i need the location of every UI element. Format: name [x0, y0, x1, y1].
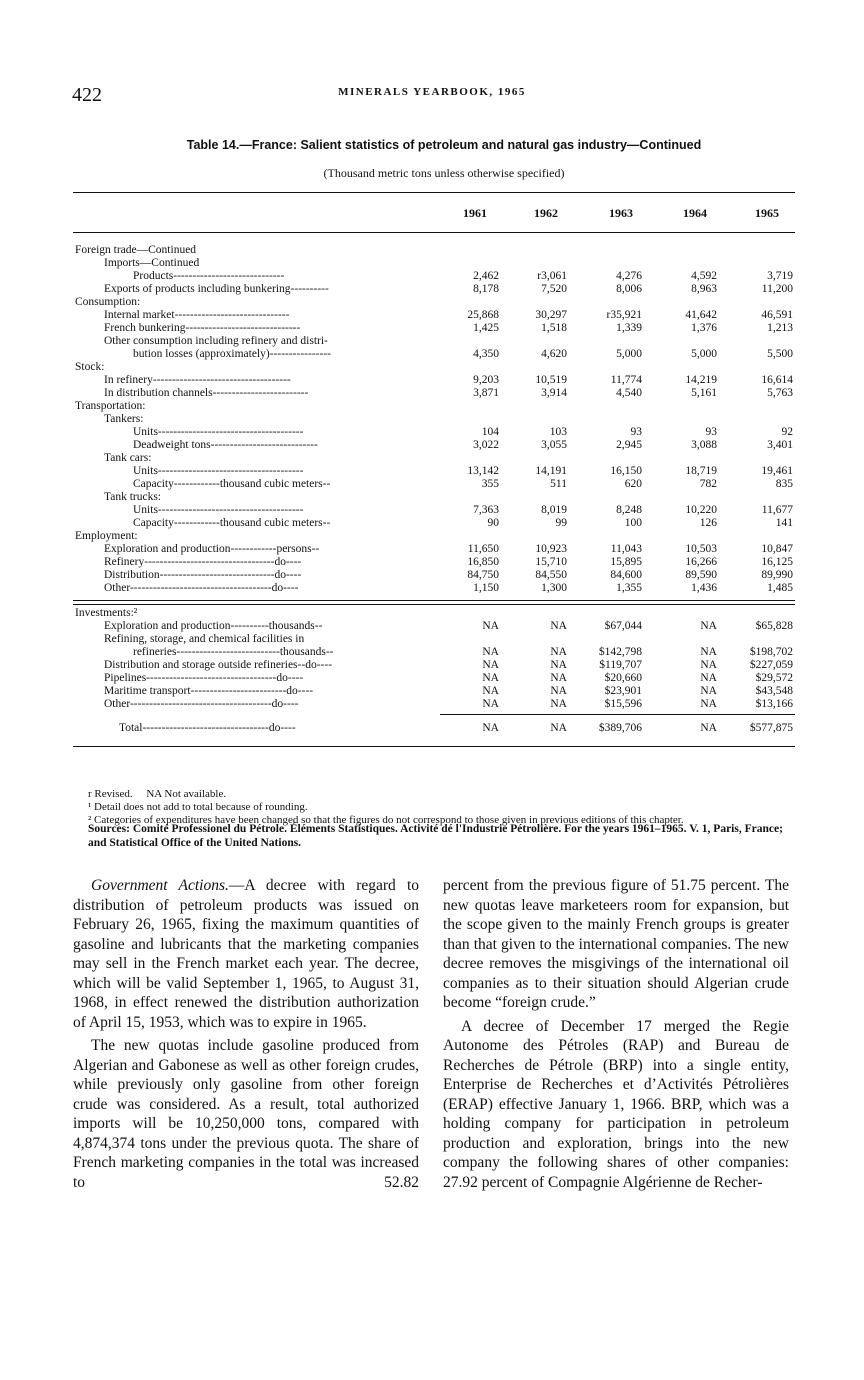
row-leader: ----------thousands-- — [230, 620, 323, 632]
table-row — [0, 335, 864, 348]
row-value-1963: 15,895 — [610, 556, 642, 568]
footnote-1: ¹ Detail does not add to total because of rounding. — [88, 801, 308, 813]
row-label: Products----------------------------- — [133, 270, 285, 282]
row-leader: ------------thousand cubic meters-- — [173, 517, 331, 529]
year-header-1962: 1962 — [534, 206, 558, 220]
row-value-1961: 84,750 — [467, 569, 499, 581]
body-column-left — [73, 876, 419, 1196]
row-value-1963: 8,248 — [616, 504, 642, 516]
table-row — [0, 348, 864, 361]
row-label: Consumption: — [75, 296, 141, 308]
table-top-rule — [73, 192, 795, 193]
row-value-1965: $198,702 — [749, 646, 793, 658]
row-value-1964: 4,592 — [691, 270, 717, 282]
body-paragraph: A decree of December 17 merged the Regie Autonome des Pétroles (RAP) and Bureau de Recherches de Pétrole (BRP) into a single entity, Enterprise de Recherches et d’Activités Pétrolières (ERAP) effective January 1, 1966. BRP, which was a holding company for participation in petroleum production and exploration, brings into the new company the following shares of other companies: 27.92 percent of Compagnie Algérienne de Recher- — [443, 1017, 789, 1191]
investment-row — [0, 659, 864, 672]
row-leader: ----------------------------------do---- — [144, 556, 302, 568]
row-value-1962: 15,710 — [535, 556, 567, 568]
row-value-1961: NA — [482, 698, 499, 710]
table-row — [0, 387, 864, 400]
row-label: Units-------------------------------------- — [133, 426, 304, 438]
row-value-1965: 3,719 — [767, 270, 793, 282]
row-value-1964: 1,436 — [691, 582, 717, 594]
row-value-1964: NA — [700, 672, 717, 684]
year-header-1964: 1964 — [683, 206, 707, 220]
table-row — [0, 452, 864, 465]
row-leader: ---------------------------thousands-- — [176, 646, 334, 658]
row-value-1962: 1,300 — [541, 582, 567, 594]
row-value-1962: 3,914 — [541, 387, 567, 399]
row-label: Other consumption including refinery and distri- — [104, 335, 328, 347]
table-row — [0, 374, 864, 387]
row-value-1963: 4,540 — [616, 387, 642, 399]
row-value-1963: 5,000 — [616, 348, 642, 360]
table-row — [0, 439, 864, 452]
row-value-1961: 16,850 — [467, 556, 499, 568]
table-section-rule — [73, 600, 795, 601]
row-value-1965: 11,677 — [761, 504, 793, 516]
row-leader: -------------------------do---- — [190, 685, 314, 697]
body-paragraph-text: —A decree with regard to distribution of petroleum products was issued on February 26, 1965, fixing the maximum quantities of gasoline and lubricants that the marketing companies may sell in the French market each year. The decree, which will be valid September 1, 1965, to August 31, 1968, in effect renewed the distribution authorization of April 15, 1953, which was to expire in 1965. — [73, 877, 420, 1031]
row-value-1964: 10,220 — [685, 504, 717, 516]
row-value-1962: NA — [550, 672, 567, 684]
row-value-1965: $29,572 — [755, 672, 793, 684]
table-row — [0, 257, 864, 270]
total-rule — [440, 714, 795, 715]
row-leader: -------------------------------------- — [157, 504, 304, 516]
total-value-1963: $389,706 — [598, 722, 642, 734]
row-value-1964: NA — [700, 620, 717, 632]
row-leader: ------------thousand cubic meters-- — [173, 478, 331, 490]
row-value-1962: 14,191 — [535, 465, 567, 477]
body-column-right — [443, 876, 789, 1196]
row-value-1961: 104 — [481, 426, 499, 438]
row-leader: ---------------- — [269, 348, 331, 360]
row-value-1964: 89,590 — [685, 569, 717, 581]
row-label: Refinery----------------------------------do---- — [104, 556, 302, 568]
table-row — [0, 309, 864, 322]
row-value-1962: NA — [550, 646, 567, 658]
row-label: Tankers: — [104, 413, 144, 425]
row-leader: ---------------------------------do---- — [142, 722, 296, 734]
row-leader: ----------------------------- — [173, 270, 285, 282]
year-header-1961: 1961 — [463, 206, 487, 220]
investment-row — [0, 698, 864, 711]
row-label: Exploration and production----------thousands-- — [104, 620, 323, 632]
row-value-1963: $67,044 — [604, 620, 642, 632]
row-label: Other-------------------------------------do---- — [104, 698, 299, 710]
row-value-1965: 3,401 — [767, 439, 793, 451]
row-value-1963: $23,901 — [604, 685, 642, 697]
table-row — [0, 478, 864, 491]
row-value-1962: 10,923 — [535, 543, 567, 555]
table-row — [0, 556, 864, 569]
row-value-1963: 2,945 — [616, 439, 642, 451]
total-value-1964: NA — [700, 722, 717, 734]
table-title: Table 14.—France: Salient statistics of petroleum and natural gas industry—Continued — [186, 138, 702, 152]
row-value-1963: 93 — [630, 426, 642, 438]
row-value-1961: 1,425 — [473, 322, 499, 334]
row-leader: ------------persons-- — [230, 543, 320, 555]
row-value-1963: r35,921 — [606, 309, 642, 321]
running-head: MINERALS YEARBOOK, 1965 — [338, 86, 526, 98]
body-paragraph: percent from the previous figure of 51.75 percent. The new quotas leave marketeers room for expansion, but the scope given to the mainly French groups is greater than that given to the international companies. The new decree removes the misgivings of the international oil companies as to their situation should Algerian crude become “foreign crude.” — [443, 877, 789, 1011]
row-value-1964: 18,719 — [685, 465, 717, 477]
row-value-1962: 103 — [549, 426, 567, 438]
row-value-1961: 13,142 — [467, 465, 499, 477]
row-value-1963: $142,798 — [598, 646, 642, 658]
row-leader: ------------------------------ — [174, 309, 290, 321]
row-label: Refining, storage, and chemical facilities in — [104, 633, 305, 645]
footnote-2: ² Categories of expenditures have been changed so that the figures do not correspond to those given in previous editions of this chapter. — [88, 814, 684, 826]
row-value-1965: 16,614 — [761, 374, 793, 386]
row-value-1963: 8,006 — [616, 283, 642, 295]
row-value-1962: r3,061 — [537, 270, 567, 282]
table-row — [0, 517, 864, 530]
table-row — [0, 413, 864, 426]
row-leader: -------------------------------------- — [157, 465, 304, 477]
table-header-rule — [73, 232, 795, 233]
row-value-1962: 10,519 — [535, 374, 567, 386]
row-leader: ------------------------------ — [185, 322, 301, 334]
row-value-1965: 10,847 — [761, 543, 793, 555]
table-row — [0, 504, 864, 517]
row-value-1964: 1,376 — [691, 322, 717, 334]
row-value-1961: NA — [482, 646, 499, 658]
row-value-1965: $65,828 — [755, 620, 793, 632]
table-row — [0, 296, 864, 309]
row-label: Exploration and production------------persons-- — [104, 543, 320, 555]
row-value-1962: NA — [550, 620, 567, 632]
row-label: bution losses (approximately)---------------- — [133, 348, 331, 360]
table-row — [0, 283, 864, 296]
table-row — [0, 400, 864, 413]
row-value-1963: $20,660 — [604, 672, 642, 684]
row-value-1962: 84,550 — [535, 569, 567, 581]
investment-row — [0, 620, 864, 633]
row-leader: ------------------------- — [212, 387, 309, 399]
row-value-1961: 2,462 — [473, 270, 499, 282]
row-label: French bunkering------------------------------ — [104, 322, 301, 334]
row-leader: ---------- — [290, 283, 329, 295]
row-value-1964: 5,000 — [691, 348, 717, 360]
row-value-1961: 355 — [481, 478, 499, 490]
table-row — [0, 465, 864, 478]
table-row — [0, 491, 864, 504]
row-leader: -------------------------------------- — [157, 426, 304, 438]
row-leader: ---------------------------- — [210, 439, 318, 451]
row-value-1961: 4,350 — [473, 348, 499, 360]
row-label: Maritime transport-------------------------do---- — [104, 685, 314, 697]
table-row — [0, 582, 864, 595]
table-row — [0, 270, 864, 283]
row-value-1963: 84,600 — [610, 569, 642, 581]
row-value-1965: 5,763 — [767, 387, 793, 399]
row-value-1964: 782 — [699, 478, 717, 490]
table-row — [0, 530, 864, 543]
row-value-1964: NA — [700, 659, 717, 671]
row-value-1964: 126 — [699, 517, 717, 529]
row-value-1963: 11,043 — [610, 543, 642, 555]
table-subtitle: (Thousand metric tons unless otherwise specified) — [323, 166, 565, 180]
row-leader: ------------------------------------ — [152, 374, 291, 386]
total-value-1961: NA — [482, 722, 499, 734]
row-label: Employment: — [75, 530, 138, 542]
row-value-1963: 100 — [624, 517, 642, 529]
body-paragraph — [73, 876, 419, 1032]
row-value-1965: 5,500 — [767, 348, 793, 360]
row-value-1965: $13,166 — [755, 698, 793, 710]
row-label: Capacity------------thousand cubic meters-- — [133, 517, 331, 529]
row-value-1961: NA — [482, 672, 499, 684]
section-heading: Government Actions. — [91, 877, 229, 894]
row-value-1962: 1,518 — [541, 322, 567, 334]
table-row — [0, 244, 864, 257]
row-value-1964: NA — [700, 685, 717, 697]
row-label: Tank cars: — [104, 452, 152, 464]
row-label: Internal market------------------------------ — [104, 309, 290, 321]
row-value-1961: 1,150 — [473, 582, 499, 594]
investment-row — [0, 672, 864, 685]
row-value-1964: NA — [700, 646, 717, 658]
row-label: Stock: — [75, 361, 105, 373]
row-value-1965: 16,125 — [761, 556, 793, 568]
row-value-1961: 8,178 — [473, 283, 499, 295]
row-value-1961: 7,363 — [473, 504, 499, 516]
table-bottom-rule — [73, 746, 795, 747]
row-value-1965: 89,990 — [761, 569, 793, 581]
row-leader: -------------------------------------do---- — [129, 698, 299, 710]
row-leader: --do---- — [297, 659, 333, 671]
row-label: Imports—Continued — [104, 257, 200, 269]
row-leader: ------------------------------do---- — [159, 569, 302, 581]
row-value-1964: 10,503 — [685, 543, 717, 555]
row-value-1962: 30,297 — [535, 309, 567, 321]
row-value-1964: 93 — [705, 426, 717, 438]
row-value-1965: 46,591 — [761, 309, 793, 321]
row-value-1961: NA — [482, 659, 499, 671]
row-label: Foreign trade—Continued — [75, 244, 197, 256]
year-header-1965: 1965 — [755, 206, 779, 220]
table-row — [0, 569, 864, 582]
row-value-1963: $15,596 — [604, 698, 642, 710]
table-row — [0, 322, 864, 335]
row-label: In refinery------------------------------------ — [104, 374, 291, 386]
row-value-1963: 1,355 — [616, 582, 642, 594]
row-label: Deadweight tons---------------------------- — [133, 439, 318, 451]
row-label: Other-------------------------------------do---- — [104, 582, 299, 594]
table-row — [0, 361, 864, 374]
row-label: Pipelines----------------------------------do---- — [104, 672, 304, 684]
row-value-1961: NA — [482, 620, 499, 632]
row-label: Distribution and storage outside refineries--do---- — [104, 659, 333, 671]
row-value-1965: 1,485 — [767, 582, 793, 594]
row-leader: -------------------------------------do---- — [129, 582, 299, 594]
row-label: Exports of products including bunkering---------- — [104, 283, 329, 295]
row-value-1961: 9,203 — [473, 374, 499, 386]
row-value-1961: 11,650 — [467, 543, 499, 555]
row-value-1962: NA — [550, 698, 567, 710]
investment-row — [0, 685, 864, 698]
row-value-1961: NA — [482, 685, 499, 697]
row-value-1963: 16,150 — [610, 465, 642, 477]
row-value-1963: 4,276 — [616, 270, 642, 282]
row-value-1963: 620 — [624, 478, 642, 490]
row-label: Distribution------------------------------do---- — [104, 569, 302, 581]
row-label: Investments:² — [75, 607, 138, 619]
table-row — [0, 426, 864, 439]
row-value-1964: 5,161 — [691, 387, 717, 399]
row-value-1962: NA — [550, 659, 567, 671]
table-row — [0, 543, 864, 556]
investment-row — [0, 607, 864, 620]
row-value-1965: 11,200 — [761, 283, 793, 295]
row-value-1964: 16,266 — [685, 556, 717, 568]
row-value-1965: $43,548 — [755, 685, 793, 697]
row-value-1963: $119,707 — [599, 659, 642, 671]
row-value-1965: 141 — [775, 517, 793, 529]
row-value-1961: 3,022 — [473, 439, 499, 451]
footnote-revised: r Revised. NA Not available. — [88, 788, 227, 800]
page-number: 422 — [72, 84, 102, 106]
total-value-1965: $577,875 — [749, 722, 793, 734]
row-value-1965: 835 — [775, 478, 793, 490]
row-value-1964: 41,642 — [685, 309, 717, 321]
body-paragraph: The new quotas include gasoline produced from Algerian and Gabonese as well as other foreign crudes, while previously only gasoline from other foreign crude was considered. As a result, total authorized imports will be 10,250,000 tons, compared with 4,874,374 tons under the previous quota. The share of French marketing companies in the total was increased to 52.82 — [73, 1037, 419, 1191]
sources-note: Sources: Comité Professionel du Pétrole. Éléments Statistiques. Activité dé l'Industrie Pétrolière. For the years 1961–1965. V. 1, Paris, France; and Statistical Office of the United Nations. — [88, 823, 783, 849]
row-label: Capacity------------thousand cubic meters-- — [133, 478, 331, 490]
investment-row — [0, 633, 864, 646]
table-section-rule-2 — [73, 604, 795, 605]
row-value-1962: 4,620 — [541, 348, 567, 360]
row-value-1963: 1,339 — [616, 322, 642, 334]
row-value-1961: 25,868 — [467, 309, 499, 321]
row-label: Units-------------------------------------- — [133, 504, 304, 516]
row-value-1964: 14,219 — [685, 374, 717, 386]
row-value-1965: 19,461 — [761, 465, 793, 477]
row-label: Units-------------------------------------- — [133, 465, 304, 477]
row-value-1962: 99 — [555, 517, 567, 529]
row-label: In distribution channels------------------------- — [104, 387, 309, 399]
row-value-1962: 3,055 — [541, 439, 567, 451]
row-value-1965: $227,059 — [749, 659, 793, 671]
year-header-1963: 1963 — [609, 206, 633, 220]
row-label: refineries---------------------------thousands-- — [133, 646, 334, 658]
row-leader: ----------------------------------do---- — [146, 672, 304, 684]
total-row — [0, 722, 864, 735]
row-value-1962: 8,019 — [541, 504, 567, 516]
row-value-1962: 511 — [550, 478, 567, 490]
row-label: Transportation: — [75, 400, 146, 412]
row-value-1962: 7,520 — [541, 283, 567, 295]
total-label — [119, 722, 296, 735]
row-value-1965: 1,213 — [767, 322, 793, 334]
row-value-1963: 11,774 — [610, 374, 642, 386]
investment-row — [0, 646, 864, 659]
row-value-1961: 3,871 — [473, 387, 499, 399]
row-value-1961: 90 — [487, 517, 499, 529]
row-value-1964: NA — [700, 698, 717, 710]
row-label: Total — [119, 722, 143, 734]
total-value-1962: NA — [550, 722, 567, 734]
row-value-1962: NA — [550, 685, 567, 697]
row-label: Tank trucks: — [104, 491, 162, 503]
row-value-1964: 3,088 — [691, 439, 717, 451]
row-value-1965: 92 — [781, 426, 793, 438]
row-value-1964: 8,963 — [691, 283, 717, 295]
